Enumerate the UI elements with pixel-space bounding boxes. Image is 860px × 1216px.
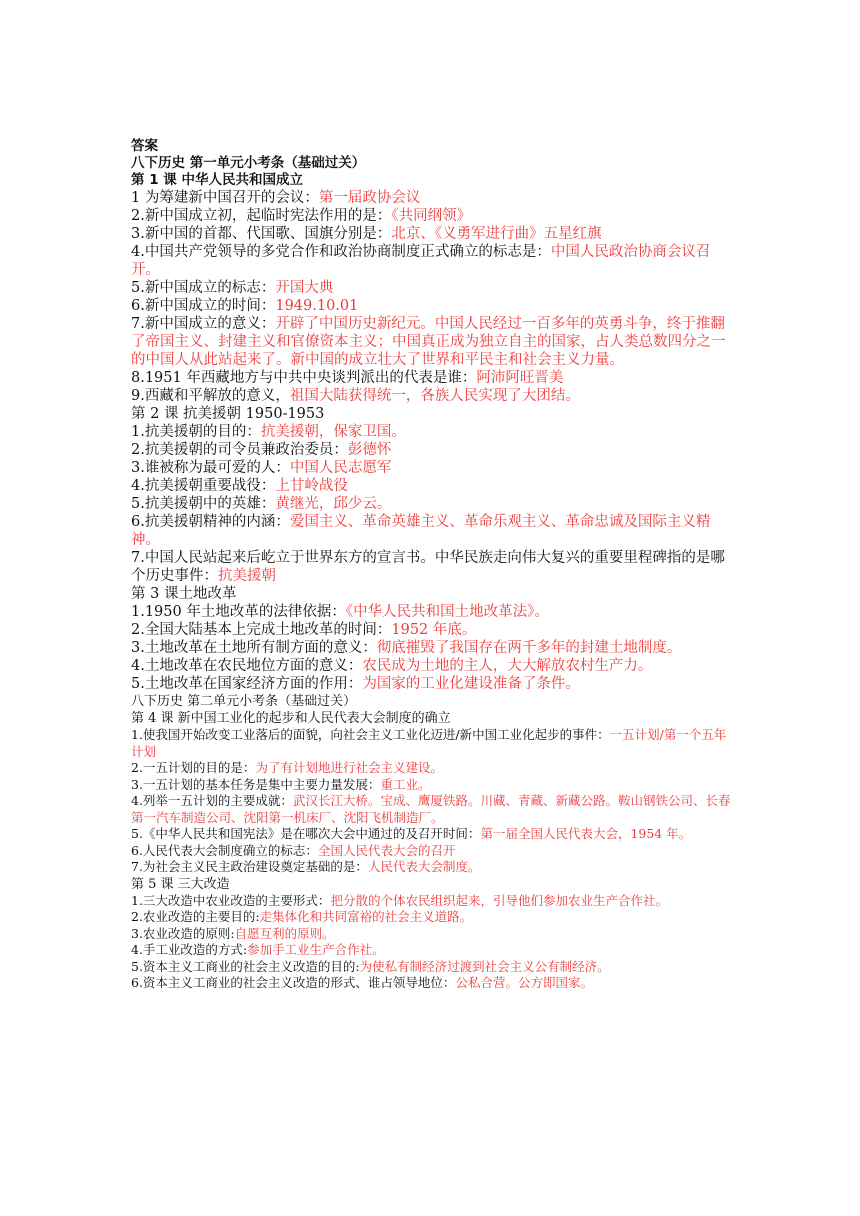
qa-item <box>131 297 731 315</box>
question-text: 6.抗美援朝精神的内涵： <box>131 514 290 530</box>
qa-item <box>131 549 731 585</box>
answer-text: 自愿互利的原则。 <box>234 925 335 941</box>
qa-item <box>131 793 731 826</box>
answer-text: 《共同纲领》 <box>391 208 472 224</box>
lesson1-heading: 第 1 课 中华人民共和国成立 <box>131 172 303 188</box>
qa-item <box>131 639 731 657</box>
answer-text: 为使私有制经济过渡到社会主义公有制经济。 <box>359 958 610 974</box>
question-text: 4.抗美援朝重要战役： <box>131 478 276 494</box>
qa-item <box>131 760 731 777</box>
qa-item <box>131 279 731 297</box>
qa-item <box>131 423 731 441</box>
qa-item <box>131 893 731 910</box>
qa-item <box>131 603 731 621</box>
qa-item <box>131 369 731 387</box>
answer-text: 为国家的工业化建设准备了条件。 <box>362 676 580 692</box>
qa-item <box>131 315 731 369</box>
question-text: 5.土地改革在国家经济方面的作用： <box>131 676 363 692</box>
answer-text: 公私合营。公方即国家。 <box>455 975 593 990</box>
unit2-heading: 八下历史 第二单元小考条（基础过关） <box>131 694 357 709</box>
question-text: 6.人民代表大会制度确立的标志： <box>131 842 318 858</box>
qa-item <box>131 727 731 760</box>
answer-text: 彻底摧毁了我国存在两千多年的封建土地制度。 <box>376 640 682 656</box>
question-text: 2.新中国成立初，起临时宪法作用的是： <box>131 208 392 224</box>
page-title: 答案 <box>131 138 158 154</box>
question-text: 3.土地改革在土地所有制方面的意义： <box>131 640 377 656</box>
qa-item <box>131 959 731 976</box>
question-text: 9.西藏和平解放的意义， <box>131 388 290 404</box>
lesson3-list <box>131 603 731 693</box>
question-text: 4.中国共产党领导的多党合作和政治协商制度正式确立的标志是： <box>131 244 551 260</box>
qa-item <box>131 675 731 693</box>
answer-text: 爱国主义、革命英雄主义、革命乐观主义、革命忠诚及国际主义精神。 <box>131 514 711 548</box>
answer-text: 为了有计划地进行社会主义建设。 <box>255 760 443 775</box>
answer-text: 走集体化和共同富裕的社会主义道路。 <box>259 909 473 924</box>
lesson1-list <box>131 189 731 405</box>
qa-item <box>131 926 731 943</box>
question-text: 1.抗美援朝的目的： <box>131 424 261 440</box>
unit1-heading: 八下历史 第一单元小考条（基础过关） <box>131 155 366 171</box>
qa-item <box>131 657 731 675</box>
question-text: 3.一五计划的基本任务是集中主要力量发展： <box>131 776 381 792</box>
answer-text: 抗美援朝，保家卫国。 <box>260 424 406 440</box>
question-text: 6.新中国成立的时间： <box>131 298 276 314</box>
question-text: 3.谁被称为最可爱的人： <box>131 460 290 476</box>
qa-item <box>131 826 731 843</box>
question-text: 3.新中国的首都、代国歌、国旗分别是： <box>131 226 392 242</box>
answer-text: 第一届全国人民代表大会，1954 年。 <box>480 826 692 841</box>
lesson3-heading: 第 3 课土地改革 <box>131 586 237 602</box>
question-text: 2.一五计划的目的是： <box>131 760 256 775</box>
answer-text: 参加手工业生产合作社。 <box>247 942 385 957</box>
question-text: 5.《中华人民共和国宪法》是在哪次大会中通过的及召开时间： <box>131 826 481 841</box>
lesson2-heading: 第 2 课 抗美援朝 1950-1953 <box>131 406 325 422</box>
qa-item <box>131 621 731 639</box>
qa-item <box>131 843 731 860</box>
answer-text: 中国人民政治协商会议召开。 <box>131 244 711 278</box>
qa-item <box>131 225 731 243</box>
answer-text: 上甘岭战役 <box>275 478 348 494</box>
question-text: 5.抗美援朝中的英雄： <box>131 496 276 512</box>
question-text: 4.列举一五计划的主要成就： <box>131 793 293 808</box>
answer-text: 开辟了中国历史新纪元。中国人民经过一百多年的英勇斗争，终于推翻了帝国主义、封建主义和官僚资本主义；中国真正成为独立自主的国家，占人类总数四分之一的中国人从此站起来了。新中国的成立壮大了世界和平民主和社会主义力量。 <box>131 316 726 368</box>
answer-text: 武汉长江大桥。宝成、鹰厦铁路。川藏、青藏、新藏公路。鞍山钢铁公司、长春第一汽车制造公司、沈阳第一机床厂、沈阳飞机制造厂。 <box>131 793 731 825</box>
answer-text: 人民代表大会制度。 <box>367 859 481 874</box>
question-text: 4.手工业改造的方式: <box>131 942 248 957</box>
question-text: 4.土地改革在农民地位方面的意义： <box>131 658 363 674</box>
question-text: 7.为社会主义民主政治建设奠定基础的是： <box>131 859 368 874</box>
qa-item <box>131 975 731 992</box>
answer-text: 黄继光，邱少云。 <box>275 496 392 512</box>
question-text: 6.资本主义工商业的社会主义改造的形式、谁占领导地位： <box>131 975 456 990</box>
answer-text: 重工业。 <box>380 776 431 792</box>
qa-item <box>131 942 731 959</box>
answer-document <box>131 138 731 992</box>
lesson2-list <box>131 423 731 585</box>
qa-item <box>131 859 731 876</box>
answer-text: 农民成为土地的主人，大大解放农村生产力。 <box>362 658 653 674</box>
answer-text: 祖国大陆获得统一，各族人民实现了大团结。 <box>289 388 580 404</box>
answer-text: 阿沛阿旺晋美 <box>476 370 564 386</box>
qa-item <box>131 441 731 459</box>
qa-item <box>131 207 731 225</box>
qa-item <box>131 243 731 279</box>
question-text: 1.三大改造中农业改造的主要形式： <box>131 892 331 908</box>
qa-item <box>131 387 731 405</box>
question-text: 1.1950 年土地改革的法律依据： <box>131 604 346 620</box>
question-text: 1.使我国开始改变工业落后的面貌，向社会主义工业化迈进/新中国工业化起步的事件： <box>131 727 610 742</box>
question-text: 2.农业改造的主要目的: <box>131 909 260 924</box>
qa-item <box>131 777 731 794</box>
qa-item <box>131 189 731 207</box>
qa-item <box>131 513 731 549</box>
answer-text: 《中华人民共和国土地改革法》。 <box>345 604 549 620</box>
lesson5-list <box>131 893 731 992</box>
lesson4-heading: 第 4 课 新中国工业化的起步和人民代表大会制度的确立 <box>131 711 451 726</box>
answer-text: 把分散的个体农民组织起来，引导他们参加农业生产合作社。 <box>330 892 668 908</box>
question-text: 1 为筹建新中国召开的会议： <box>131 190 319 206</box>
answer-text: 1949.10.01 <box>275 298 359 314</box>
answer-text: 中国人民志愿军 <box>289 460 392 476</box>
answer-text: 开国大典 <box>275 280 334 296</box>
qa-item <box>131 495 731 513</box>
answer-text: 北京、《义勇军进行曲》五星红旗 <box>391 226 602 242</box>
answer-text: 彭德怀 <box>347 442 392 458</box>
question-text: 8.1951 年西藏地方与中共中央谈判派出的代表是谁： <box>131 370 477 386</box>
question-text: 5.资本主义工商业的社会主义改造的目的: <box>131 958 360 974</box>
qa-item <box>131 477 731 495</box>
lesson4-list <box>131 727 731 876</box>
question-text: 5.新中国成立的标志： <box>131 280 276 296</box>
question-text: 7.新中国成立的意义： <box>131 316 276 332</box>
answer-text: 1952 年底。 <box>391 622 477 638</box>
question-text: 3.农业改造的原则: <box>131 925 235 941</box>
question-text: 2.抗美援朝的司令员兼政治委员： <box>131 442 348 458</box>
answer-text: 第一届政协会议 <box>318 190 421 206</box>
question-text: 2.全国大陆基本上完成土地改革的时间： <box>131 622 392 638</box>
answer-text: 抗美援朝 <box>218 568 276 584</box>
qa-item <box>131 909 731 926</box>
answer-text: 一五计划/第一个五年计划 <box>131 727 727 759</box>
answer-text: 全国人民代表大会的召开 <box>317 842 456 858</box>
qa-item <box>131 459 731 477</box>
question-text: 7.中国人民站起来后屹立于世界东方的宣言书。中华民族走向伟大复兴的重要里程碑指的是哪个历史事件： <box>131 550 725 584</box>
lesson5-heading: 第 5 课 三大改造 <box>131 876 230 892</box>
